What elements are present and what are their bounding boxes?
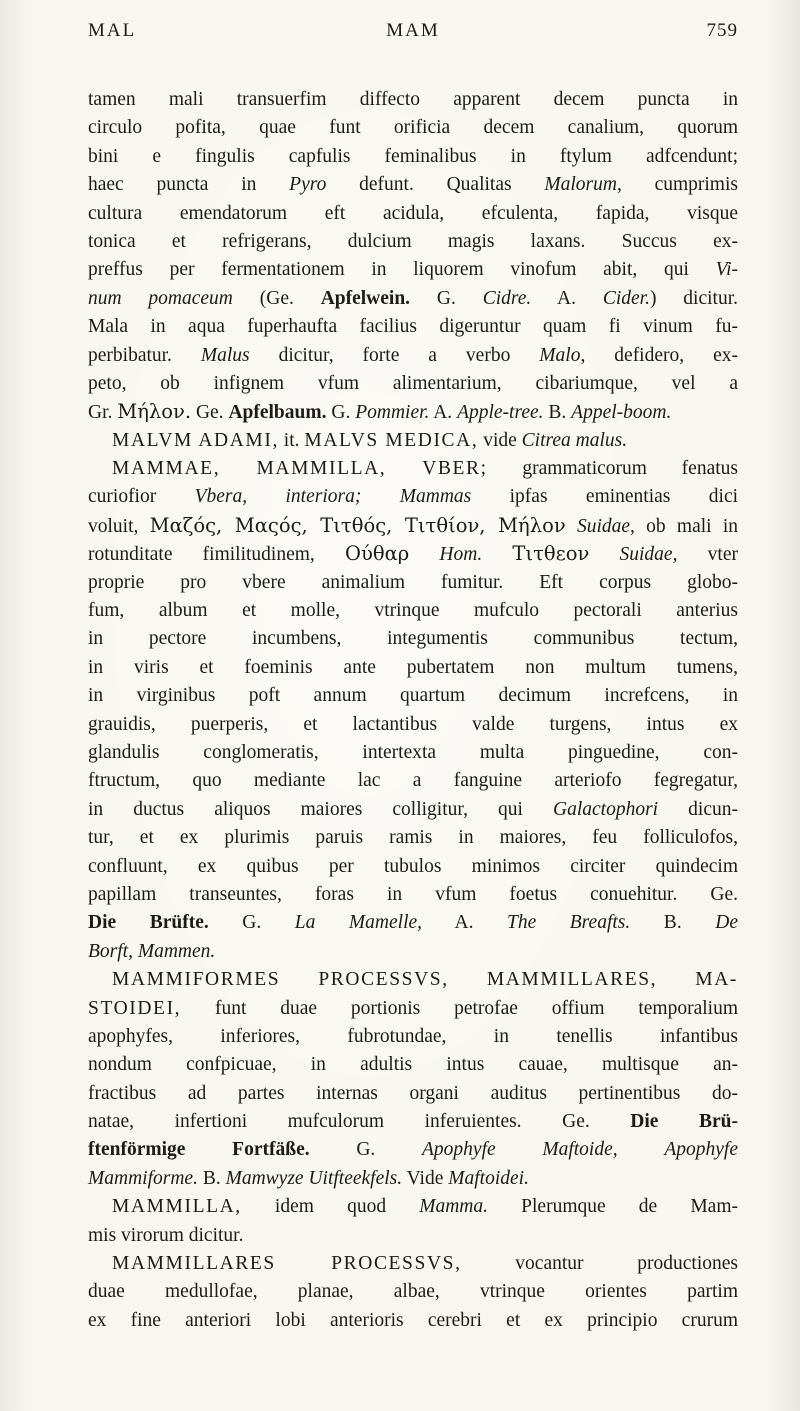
text-line [88,824,738,852]
text-segment: ob mali in [634,515,739,537]
text-segment: dicun- [658,798,738,820]
text-segment: dicitur, forte a verbo [249,344,540,366]
text-segment: Μήλον. [117,400,192,424]
text-segment: tur, et ex plurimis paruis ramis in maiores, feu folliculofos, [88,827,738,849]
text-line [88,597,738,625]
text-segment: Appel-boom. [571,402,672,424]
running-head [88,20,738,46]
text-segment: G. [208,912,295,934]
text-line [88,1222,738,1250]
text-line [88,1278,738,1306]
text-segment: grammaticorum fenatus [487,458,738,480]
text-segment: Borft, Mammen. [88,940,216,962]
text-segment: STOIDEI, [88,997,182,1019]
text-segment: proprie pro vbere animalium fumitur. Eft corpus globo- [88,571,738,593]
text-segment: Mamwyze Uitfteekfels. [225,1167,403,1189]
text-segment: num pomaceum [88,287,233,309]
text-segment: Cidre. [482,287,532,309]
text-line [88,625,738,653]
text-segment: perbibatur. [88,344,201,366]
text-line [88,909,738,937]
text-segment: Mala in aqua fuperhaufta facilius digeruntur quam fi vinum fu- [88,316,738,338]
text-segment: Galactophori [553,798,659,820]
text-segment: G. [326,402,356,424]
text-line [88,995,738,1023]
text-line [88,569,738,597]
text-segment [482,544,512,565]
text-segment [566,516,577,537]
text-segment: De [715,912,738,934]
text-line [88,342,738,370]
text-segment: Pyro [289,174,327,196]
text-segment: fum, album et molle, vtrinque mufculo pectorali anterius [88,600,738,622]
text-segment: Ούθαρ [345,542,410,566]
text-line [88,1250,738,1278]
text-line [88,171,738,199]
text-segment: Cider. [602,287,650,309]
text-segment: voluit, [88,515,150,537]
text-segment: tamen mali transuerfim diffecto apparent decem puncta in [88,89,738,110]
text-line [88,285,738,313]
text-segment: in virginibus poft annum quartum decimum increfcens, in [88,685,738,707]
text-segment: Ge. [191,402,229,424]
text-line [88,1108,738,1136]
text-line [88,86,738,114]
text-segment: it. [278,429,305,451]
text-segment: funt duae portionis petrofae offium temporalium [181,997,738,1019]
page-number: 759 [706,20,738,41]
text-segment: cultura emendatorum eft acidula, efculenta, fapida, visque [88,202,738,224]
text-segment: glandulis conglomeratis, intertexta multa pinguedine, con- [88,741,738,763]
text-line [88,256,738,284]
text-segment: Gr. [88,402,118,424]
text-line [88,313,738,341]
text-segment: B. [197,1167,226,1189]
text-segment: Apophyfe [664,1139,738,1161]
text-segment: (Ge. [232,287,321,309]
text-segment: defunt. Qualitas [326,174,545,196]
text-segment: in ductus aliquos maiores colligitur, qui [88,798,554,820]
text-segment: Hom. [439,544,483,566]
text-segment: ftenförmige Fortfäße. [88,1139,310,1161]
text-segment: vide [478,429,522,451]
text-segment: Malo [539,344,581,366]
text-segment: G. [309,1139,422,1161]
running-head-left: MAL [88,20,137,41]
text-segment: MAMMIFORMES PROCESSVS, MAMMILLARES, MA- [112,969,738,991]
text-segment: duae medullofae, planae, albae, vtrinque orientes partim [88,1281,738,1303]
text-segment: Mamma. [419,1196,489,1218]
text-segment: A. [429,402,458,424]
text-segment: MAMMILLA, [112,1196,242,1218]
text-segment: nondum confpicuae, in adultis intus cauae, multisque an- [88,1054,738,1076]
text-segment [589,544,619,565]
text-segment: ) dicitur. [649,287,739,309]
text-segment: Apple-tree. [457,402,544,424]
text-segment: circulo pofita, quae funt orificia decem canalium, quorum [88,117,738,139]
text-segment: idem quod [241,1196,420,1218]
running-head-center: MAM [386,20,440,41]
text-segment: Suidae, [619,544,678,566]
text-segment: A. [422,912,507,934]
text-line [88,682,738,710]
text-segment: Plerumque de Mam- [488,1196,738,1218]
text-line [88,200,738,228]
text-line [88,1193,738,1221]
text-segment: tonica et refrigerans, dulcium magis laxans. Succus ex- [88,230,738,252]
text-line [88,1080,738,1108]
text-line [88,114,738,142]
text-segment: ftructum, quo mediante lac a fanguine arteriofo fegregatur, [88,770,738,792]
text-line [88,881,738,909]
text-segment: mis virorum dicitur. [88,1224,244,1246]
text-segment: , cumprimis [616,174,738,196]
text-line [88,938,738,966]
text-line [88,654,738,682]
text-segment: in viris et foeminis ante pubertatem non multum tumens, [88,656,738,678]
text-segment: Μαζός, Μαςός, Τιτθός, Τιτθίον, Μήλον [149,513,566,537]
text-line [88,455,738,483]
text-line [88,370,738,398]
text-line [88,711,738,739]
text-line [88,1165,738,1193]
text-segment: Vbera, interiora; [194,486,362,508]
text-segment: vter [677,544,738,566]
text-segment: Malus [200,344,250,366]
text-segment: ipfas eminentias dici [471,486,739,508]
text-segment: confluunt, ex quibus per tubulos minimos circiter quindecim [88,855,738,877]
text-line [88,427,738,455]
text-line [88,739,738,767]
text-segment: Apfelwein. [320,287,411,309]
text-line [88,796,738,824]
text-line [88,143,738,171]
text-segment: natae, infertioni mufculorum inferuientes. Ge. [88,1111,631,1133]
text-segment: G. [410,287,483,309]
text-segment: B. [543,402,572,424]
text-line [88,512,738,540]
text-segment: haec puncta in [88,174,290,196]
text-segment [409,544,439,565]
text-segment: Suidae, [576,515,635,537]
text-segment: Mammiforme. [88,1167,198,1189]
page-body [88,86,738,1335]
text-segment: The Breafts. [506,912,631,934]
text-segment: Τιτθεον [512,542,590,566]
text-line [88,767,738,795]
text-segment: Maftoidei. [448,1167,529,1189]
text-segment: , defidero, ex- [580,344,738,366]
text-segment [361,486,399,507]
text-segment: vocantur productiones [461,1253,739,1275]
text-segment: bini e fingulis capfulis feminalibus in ftylum adfcendunt; [88,145,738,167]
text-line [88,1307,738,1335]
text-segment: Apophyfe Maftoide, [422,1139,618,1161]
text-segment: curiofior [88,486,195,508]
text-line [88,853,738,881]
text-segment: ex fine anteriori lobi anterioris cerebri et ex principio crurum [88,1309,738,1331]
text-line [88,966,738,994]
text-segment: apophyfes, inferiores, fubrotundae, in tenellis infantibus [88,1025,738,1047]
text-segment: Die Brüfte. [88,912,209,934]
text-line [88,398,738,426]
text-line [88,1023,738,1051]
text-line [88,1051,738,1079]
text-segment: Die Brü- [630,1111,739,1133]
text-line [88,1136,738,1164]
text-segment: Vi- [715,259,738,281]
text-segment: MALVM ADAMI, [112,429,279,451]
text-line [88,540,738,568]
text-segment: La Mamelle, [294,912,423,934]
text-segment: MAMMAE, MAMMILLA, VBER; [112,458,488,480]
text-segment: papillam transeuntes, foras in vfum foetus conuehitur. Ge. [88,883,738,905]
text-segment: Malorum [544,174,617,196]
text-segment: in pectore incumbens, integumentis communibus tectum, [88,628,738,650]
text-segment: MAMMILLARES PROCESSVS, [112,1253,462,1275]
text-segment: grauidis, puerperis, et lactantibus valde turgens, intus ex [88,713,738,735]
text-segment: preffus per fermentationem in liquorem vinofum abit, qui [88,259,716,281]
text-segment: peto, ob infignem vfum alimentarium, cibariumque, vel a [88,372,738,394]
text-segment: B. [630,912,716,934]
text-segment: Vide [402,1167,449,1189]
text-segment: MALVS MEDICA, [304,429,479,451]
text-segment [618,1139,665,1160]
text-segment: Apfelbaum. [228,402,327,424]
text-segment: fractibus ad partes internas organi auditus pertinentibus do- [88,1082,738,1104]
text-segment: A. [531,287,603,309]
text-segment: Pommier. [355,402,430,424]
text-line [88,483,738,511]
text-segment: rotunditate fimilitudinem, [88,544,345,566]
text-line [88,228,738,256]
text-segment: Citrea malus. [521,429,628,451]
text-segment: Mammas [399,486,472,508]
